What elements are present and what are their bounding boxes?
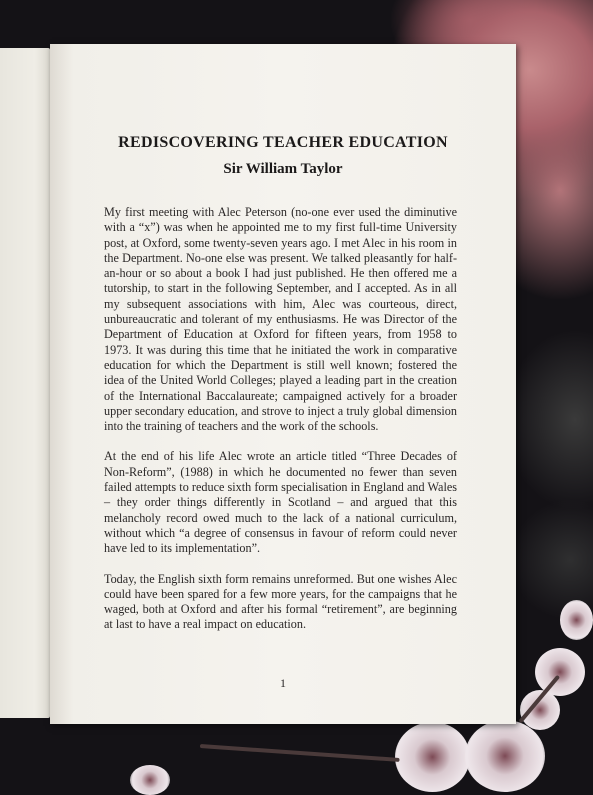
left-page: [0, 48, 50, 718]
blossom-decoration: [395, 722, 470, 792]
document-title: REDISCOVERING TEACHER EDUCATION: [118, 134, 448, 151]
paragraph: Today, the English sixth form remains unreformed. But one wishes Alec could have been spared for a few more years, for the campaigns that he waged, both at Oxford and after his formal “retirement”, are beginning at last to have a real impact on education.: [104, 571, 457, 632]
blossom-decoration: [560, 600, 593, 640]
blossom-decoration: [465, 720, 545, 792]
blossom-decoration: [130, 765, 170, 795]
document-body: [104, 205, 457, 648]
blossom-decoration: [535, 648, 585, 696]
paragraph: At the end of his life Alec wrote an article titled “Three Decades of Non-Reform”, (1988) in which he documented no fewer than seven failed attempts to reduce sixth form specialisation in England and Wales – they order things differently in Scotland – and argued that this melancholy record owed much to the lack of a national curriculum, without which “a degree of consensus in favour of reform could never have led to its implementation”.: [104, 449, 457, 556]
paragraph: My first meeting with Alec Peterson (no-one ever used the diminutive with a “x”) was when he appointed me to my first full-time University post, at Oxford, some twenty-seven years ago. I met Alec in his room in the Department. No-one else was present. We talked pleasantly for half-an-hour or so about a book I had just published. He then offered me a tutorship, to start in the following September, and I accepted. As in all my subsequent associations with him, Alec was courteous, direct, unbureaucratic and tolerant of my enthusiasms. He was Director of the Department of Education at Oxford for fifteen years, from 1958 to 1973. It was during this time that he initiated the work in comparative education for which the Department is still well known; fostered the idea of the United World Colleges; played a leading part in the creation of the International Baccalaureate; campaigned actively for a broader upper secondary education, and strove to inject a truly global dimension into the training of teachers and the work of the schools.: [104, 205, 457, 434]
page-number: 1: [280, 676, 286, 690]
document-page: [50, 44, 516, 724]
document-author: Sir William Taylor: [223, 161, 343, 177]
